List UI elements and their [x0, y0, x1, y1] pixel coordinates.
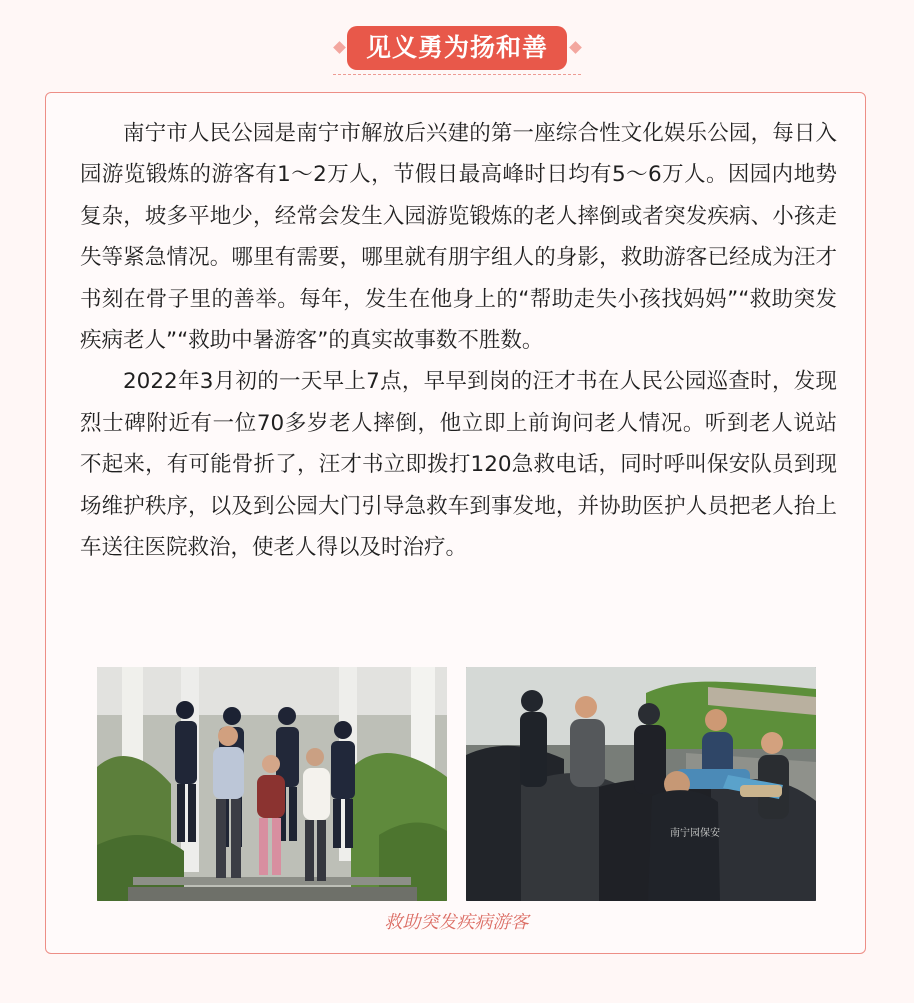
article-body: [80, 113, 837, 568]
rescue-photo-stretcher-illustration: [466, 667, 816, 901]
uniform-text: 南宁园保安: [670, 828, 720, 839]
page-title: 见义勇为扬和善: [347, 26, 567, 70]
right-diamond-decoration: [569, 41, 582, 54]
article-paragraph-1: 南宁市人民公园是南宁市解放后兴建的第一座综合性文化娱乐公园，每日入园游览锻炼的游客有1～2万人，节假日最高峰时日均有5～6万人。因园内地势复杂，坡多平地少，经常会发生入园游览锻炼的老人摔倒或者突发疾病、小孩走失等紧急情况。哪里有需要，哪里就有朋宇组人的身影，救助游客已经成为汪才书刻在骨子里的善举。每年，发生在他身上的“帮助走失小孩找妈妈”“救助突发疾病老人”“救助中暑游客”的真实故事数不胜数。: [80, 121, 837, 354]
title-dashed-divider: [333, 74, 581, 75]
rescue-photo-stretcher: [466, 667, 816, 901]
title-banner: [0, 24, 914, 80]
photo-caption: 救助突发疾病游客: [384, 912, 529, 933]
article-card: [45, 92, 866, 954]
article-paragraph-2: 2022年3月初的一天早上7点，早早到岗的汪才书在人民公园巡查时，发现烈士碑附近有一位70多岁老人摔倒，他立即上前询问老人情况。听到老人说站不起来，有可能骨折了，汪才书立即拨打120急救电话，同时呼叫保安队员到现场维护秩序，以及到公园大门引导急救车到事发地，并协助医护人员把老人抬上车送往医院救治，使老人得以及时治疗。: [80, 369, 837, 561]
left-diamond-decoration: [333, 41, 346, 54]
rescue-photo-stairs-illustration: [97, 667, 447, 901]
rescue-photo-stairs: [97, 667, 447, 901]
